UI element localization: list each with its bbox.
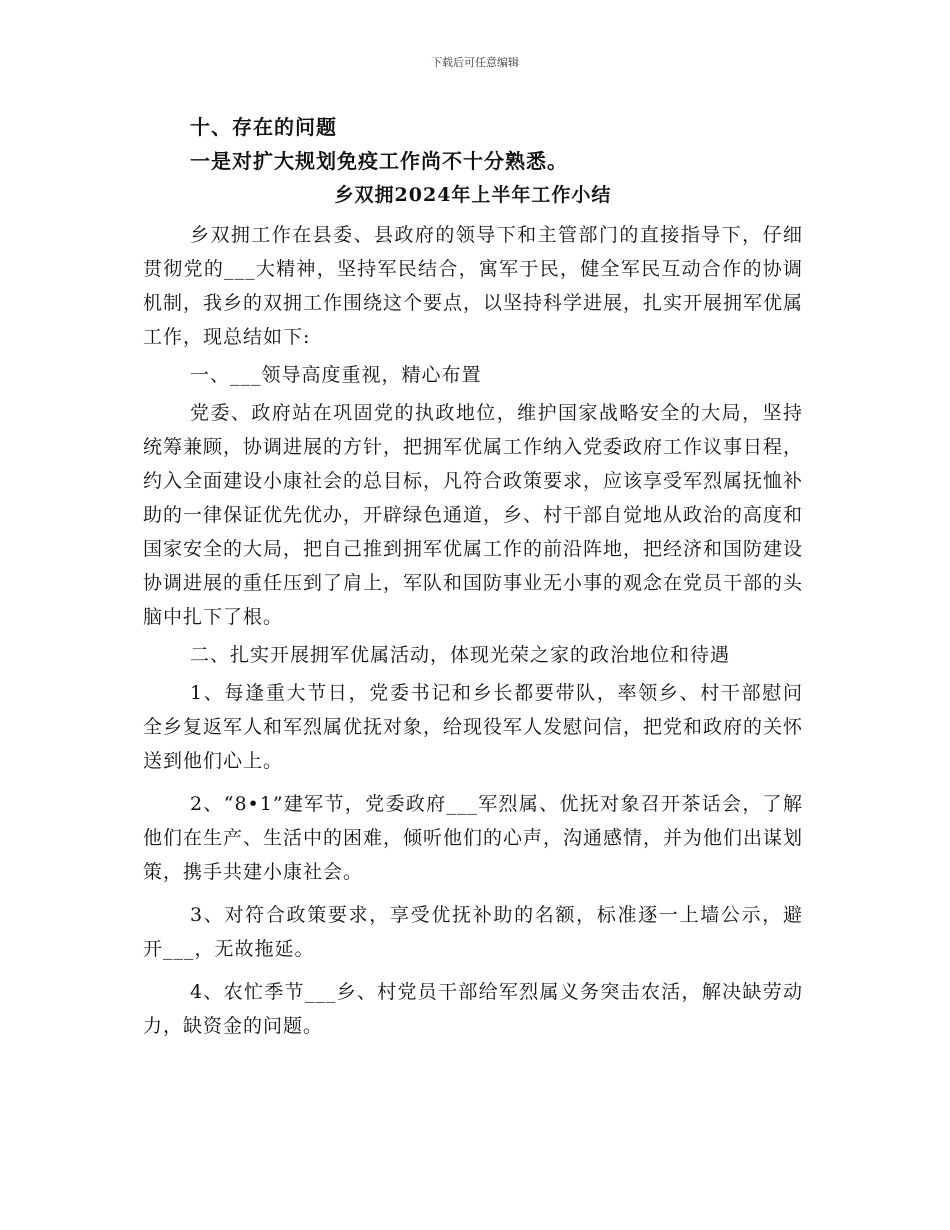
paragraph-intro: 乡双拥工作在县委、县政府的领导下和主管部门的直接指导下，仔细贯彻党的___大精神，坚持军民结合，寓军于民，健全军民互动合作的协调机制，我乡的双拥工作围绕这个要点，以坚持科学进展，扎实开展拥军优属工作，现总结如下: xyxy=(143,224,804,348)
page-header-note: 下载后可任意编辑 xyxy=(431,56,519,69)
paragraph-item-2: 2、“8•1”建军节，党委政府___军烈属、优抚对象召开茶话会，了解他们在生产、生活中的困难，倾听他们的心声，沟通感情，并为他们出谋划策，携手共建小康社会。 xyxy=(143,793,804,883)
section-point: 一是对扩大规划免疫工作尚不十分熟悉。 xyxy=(190,149,568,173)
document-title: 乡双拥2024年上半年工作小结 xyxy=(334,184,612,206)
document-body xyxy=(143,110,803,1052)
paragraph-item-1: 1、每逢重大节日，党委书记和乡长都要带队，率领乡、村干部慰问全乡复返军人和军烈属优抚对象，给现役军人发慰问信，把党和政府的关怀送到他们心上。 xyxy=(143,682,804,772)
paragraph-item-4: 4、农忙季节___乡、村党员干部给军烈属义务突击农活，解决缺劳动力，缺资金的问题。 xyxy=(143,981,803,1037)
paragraph-section-2-heading: 二、扎实开展拥军优属活动，体现光荣之家的政治地位和待遇 xyxy=(190,644,731,666)
paragraph-item-3: 3、对符合政策要求，享受优抚补助的名额，标准逐一上墙公示，避开___，无故拖延。 xyxy=(143,904,803,960)
paragraph-section-1-heading: 一、___领导高度重视，精心布置 xyxy=(190,364,482,386)
paragraph-section-1-body: 党委、政府站在巩固党的执政地位，维护国家战略安全的大局，坚持统筹兼顾，协调进展的方针，把拥军优属工作纳入党委政府工作议事日程，约入全面建设小康社会的总目标，凡符合政策要求，应该享受军烈属抚恤补助的一律保证优先优办，开辟绿色通道，乡、村干部自觉地从政治的高度和国家安全的大局，把自己推到拥军优属工作的前沿阵地，把经济和国防建设协调进展的重任压到了肩上，军队和国防事业无小事的观念在党员干部的头脑中扎下了根。 xyxy=(143,402,804,628)
section-heading: 十、存在的问题 xyxy=(190,115,337,139)
